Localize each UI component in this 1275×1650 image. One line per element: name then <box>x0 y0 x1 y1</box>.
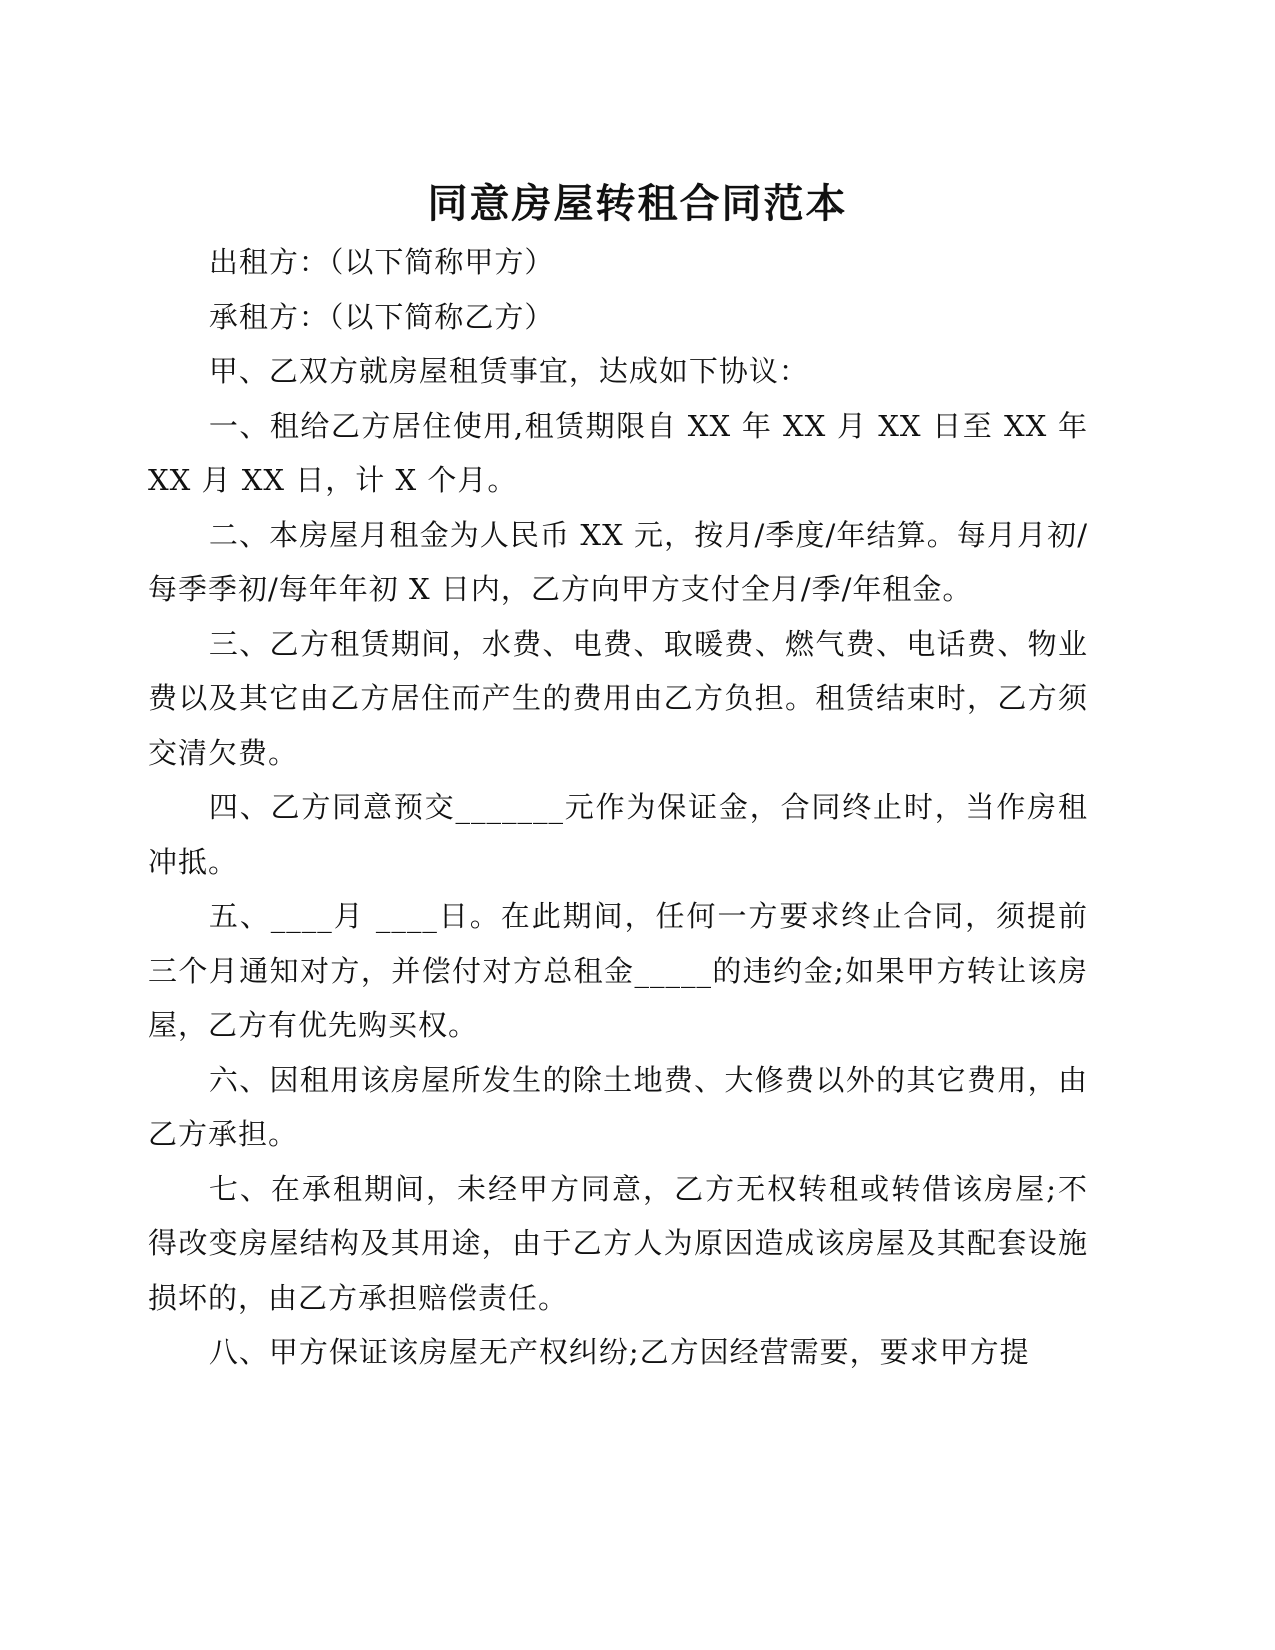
clause-7: 七、在承租期间，未经甲方同意，乙方无权转租或转借该房屋;不得改变房屋结构及其用途，由于乙方人为原因造成该房屋及其配套设施损坏的，由乙方承担赔偿责任。 <box>148 1171 1088 1315</box>
clause-1: 一、租给乙方居住使用,租赁期限自 XX 年 XX 月 XX 日至 XX 年 XX 月 XX 日，计 X 个月。 <box>148 408 1088 497</box>
clause-4: 四、乙方同意预交_______元作为保证金，合同终止时，当作房租冲抵。 <box>148 790 1088 879</box>
lessee-line: 承租方：（以下简称乙方） <box>208 299 555 334</box>
clause-8: 八、甲方保证该房屋无产权纠纷;乙方因经营需要，要求甲方提 <box>208 1335 1030 1369</box>
clause-2: 二、本房屋月租金为人民币 XX 元，按月/季度/年结算。每月月初/每季季初/每年年初 X 日内，乙方向甲方支付全月/季/年租金。 <box>148 517 1088 606</box>
agreement-intro: 甲、乙双方就房屋租赁事宜，达成如下协议： <box>208 354 809 388</box>
lessor-line: 出租方：（以下简称甲方） <box>208 245 555 279</box>
clause-6: 六、因租用该房屋所发生的除土地费、大修费以外的其它费用，由乙方承担。 <box>148 1062 1088 1151</box>
document-body <box>148 235 1088 1380</box>
clause-5: 五、____月 ____日。在此期间，任何一方要求终止合同，须提前三个月通知对方，并偿付对方总租金_____的违约金;如果甲方转让该房屋，乙方有优先购买权。 <box>148 899 1088 1042</box>
clause-3: 三、乙方租赁期间，水费、电费、取暖费、燃气费、电话费、物业费以及其它由乙方居住而产生的费用由乙方负担。租赁结束时，乙方须交清欠费。 <box>148 626 1088 770</box>
document-title: 同意房屋转租合同范本 <box>427 180 848 227</box>
